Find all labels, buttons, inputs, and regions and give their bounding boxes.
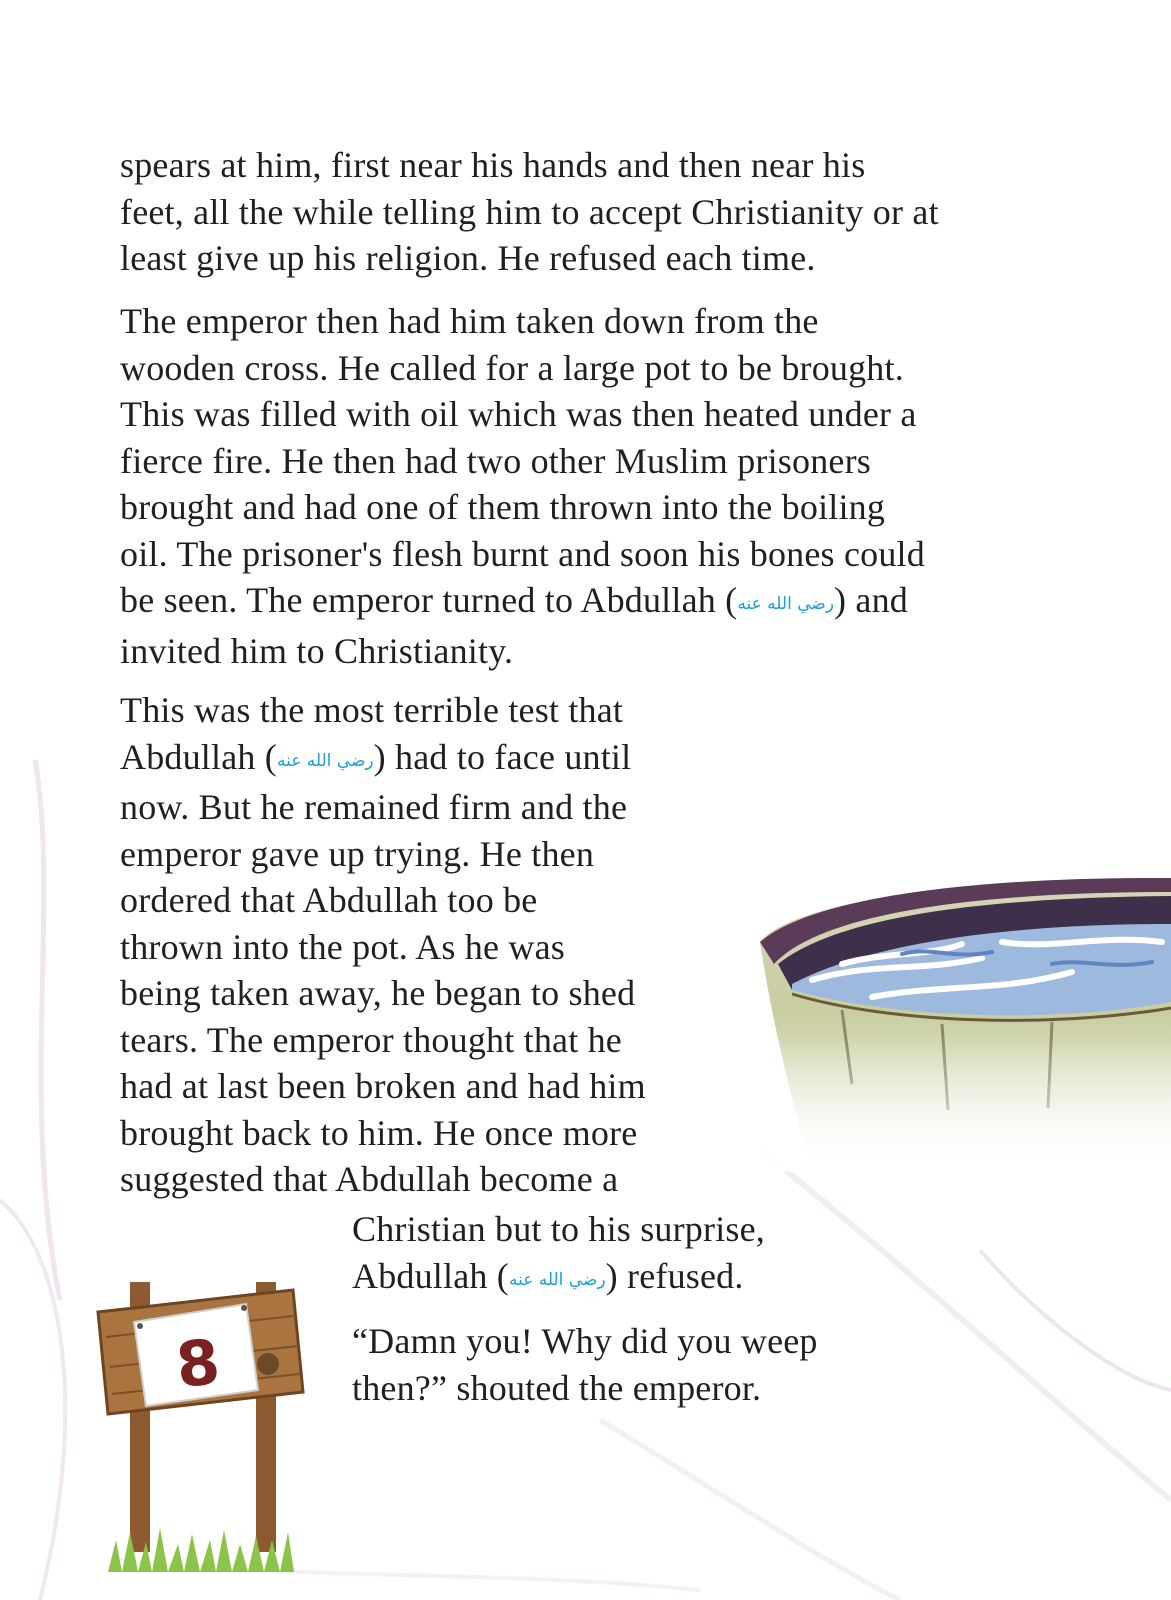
honorific-glyph: رضي الله عنه [737, 594, 835, 614]
text-line: spears at him, first near his hands and then near his [120, 145, 866, 185]
text-segment: ) and [834, 580, 908, 620]
paragraph-1 [120, 142, 939, 282]
signpost-illustration [88, 1282, 310, 1572]
text-line: oil. The prisoner's flesh burnt and soon his bones could [120, 533, 925, 574]
text-line: This was the most terrible test that [120, 690, 624, 730]
text-line: tears. The emperor thought that he [120, 1019, 622, 1060]
text-line: “Damn you! Why did you weep [352, 1321, 818, 1361]
text-line: brought and had one of them thrown into the boiling [120, 487, 886, 527]
text-line: suggested that Abdullah become a [120, 1159, 619, 1199]
paragraph-3 [120, 687, 646, 1203]
text-line: The emperor then had him taken down from the [120, 301, 819, 341]
text-line [120, 577, 925, 628]
boiling-pot-illustration [752, 872, 1171, 1172]
text-segment: be seen. The emperor turned to Abdullah ( [120, 580, 738, 620]
paragraph-2 [120, 298, 925, 674]
text-line: invited him to Christianity. [120, 630, 514, 671]
text-segment: ) had to face until [373, 736, 632, 777]
honorific-glyph: رضي الله عنه [508, 1269, 606, 1290]
text-line: fierce fire. He then had two other Muslim prisoners [120, 440, 871, 481]
text-line: emperor gave up trying. He then [120, 833, 595, 874]
text-segment: Abdullah ( [352, 1255, 509, 1296]
text-line: wooden cross. He called for a large pot to be brought. [120, 347, 904, 388]
text-line: had at last been broken and had him [120, 1066, 646, 1106]
text-line: now. But he remained firm and the [120, 787, 628, 827]
text-segment: Abdullah ( [120, 736, 277, 777]
text-line: This was filled with oil which was then heated under a [120, 394, 917, 434]
text-segment: ) refused. [605, 1255, 744, 1296]
text-line: thrown into the pot. As he was [120, 926, 565, 967]
text-line: brought back to him. He once more [120, 1112, 638, 1153]
text-line: being taken away, he began to shed [120, 973, 636, 1013]
text-line: Christian but to his surprise, [352, 1209, 765, 1249]
text-line: feet, all the while telling him to accept Christianity or at [120, 191, 939, 232]
page-number: 8 [172, 1324, 224, 1403]
honorific-glyph: رضي الله عنه [276, 750, 374, 771]
paragraph-5 [352, 1318, 818, 1411]
paragraph-4 [352, 1206, 765, 1303]
text-line [352, 1253, 765, 1304]
text-line: least give up his religion. He refused each time. [120, 238, 816, 278]
text-line: then?” shouted the emperor. [352, 1367, 762, 1408]
text-line: ordered that Abdullah too be [120, 880, 538, 920]
text-line [120, 734, 646, 785]
